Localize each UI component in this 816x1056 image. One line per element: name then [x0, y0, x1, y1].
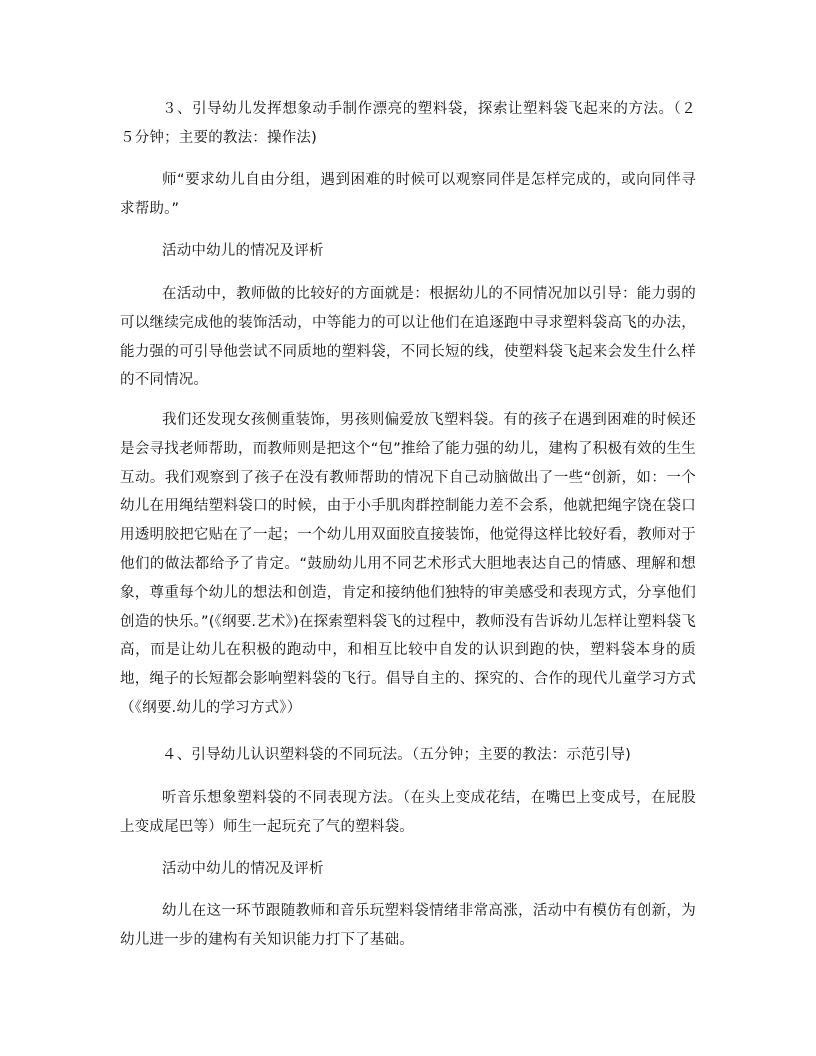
- paragraph-evaluation-2: 幼儿在这一环节跟随教师和音乐玩塑料袋情绪非常高涨，活动中有模仿有创新，为幼儿进一步的建构有关知识能力打下了基础。: [120, 903, 696, 948]
- section-heading-evaluation-1: 活动中幼儿的情况及评析: [162, 243, 324, 259]
- paragraph-step-3: ３、引导幼儿发挥想象动手制作漂亮的塑料袋，探索让塑料袋飞起来的方法。（２５分钟；主要的教法：操作法): [120, 101, 696, 146]
- section-heading-evaluation-2: 活动中幼儿的情况及评析: [162, 861, 324, 877]
- paragraph-step-4: ４、引导幼儿认识塑料袋的不同玩法。（五分钟；主要的教法：示范引导): [162, 747, 632, 763]
- paragraph-evaluation-1: 在活动中，教师做的比较好的方面就是：根据幼儿的不同情况加以引导：能力弱的可以继续完成他的装饰活动，中等能力的可以让他们在追逐跑中寻求塑料袋高飞的办法，能力强的可引导他尝试不同质地的塑料袋，不同长短的线，使塑料袋飞起来会发生什么样的不同情况。: [120, 286, 696, 389]
- paragraph-observations: 我们还发现女孩侧重装饰，男孩则偏爱放飞塑料袋。有的孩子在遇到困难的时候还是会寻找老师帮助，而教师则是把这个“包”推给了能力强的幼儿，建构了积极有效的生生互动。我们观察到了孩子在没有教师帮助的情况下自己动脑做出了一些“创新，如：一个幼儿在用绳结塑料袋口的时候，由于小手肌肉群控制能力差不会系，他就把绳字饶在袋口用透明胶把它贴在了一起；一个幼儿用双面胶直接装饰，他觉得这样比较好看，教师对于他们的做法都给予了肯定。“鼓励幼儿用不同艺术形式大胆地表达自己的情感、理解和想象，尊重每个幼儿的想法和创造，肯定和接纳他们独特的审美感受和表现方式，分享他们创造的快乐。”(《纲要.艺术》)在探索塑料袋飞的过程中，教师没有告诉幼儿怎样让塑料袋飞高，而是让幼儿在积极的跑动中，和相互比较中自发的认识到跑的快，塑料袋本身的质地，绳子的长短都会影响塑料袋的飞行。倡导自主的、探究的、合作的现代儿童学习方式（《纲要.幼儿的学习方式》）: [120, 412, 696, 716]
- paragraph-music-activity: 听音乐想象塑料袋的不同表现方法。（在头上变成花结，在嘴巴上变成号，在屁股上变成尾巴等）师生一起玩充了气的塑料袋。: [120, 790, 696, 835]
- paragraph-teacher-instruction: 师“要求幼儿自由分组，遇到困难的时候可以观察同伴是怎样完成的，或向同伴寻求帮助。”: [120, 172, 696, 217]
